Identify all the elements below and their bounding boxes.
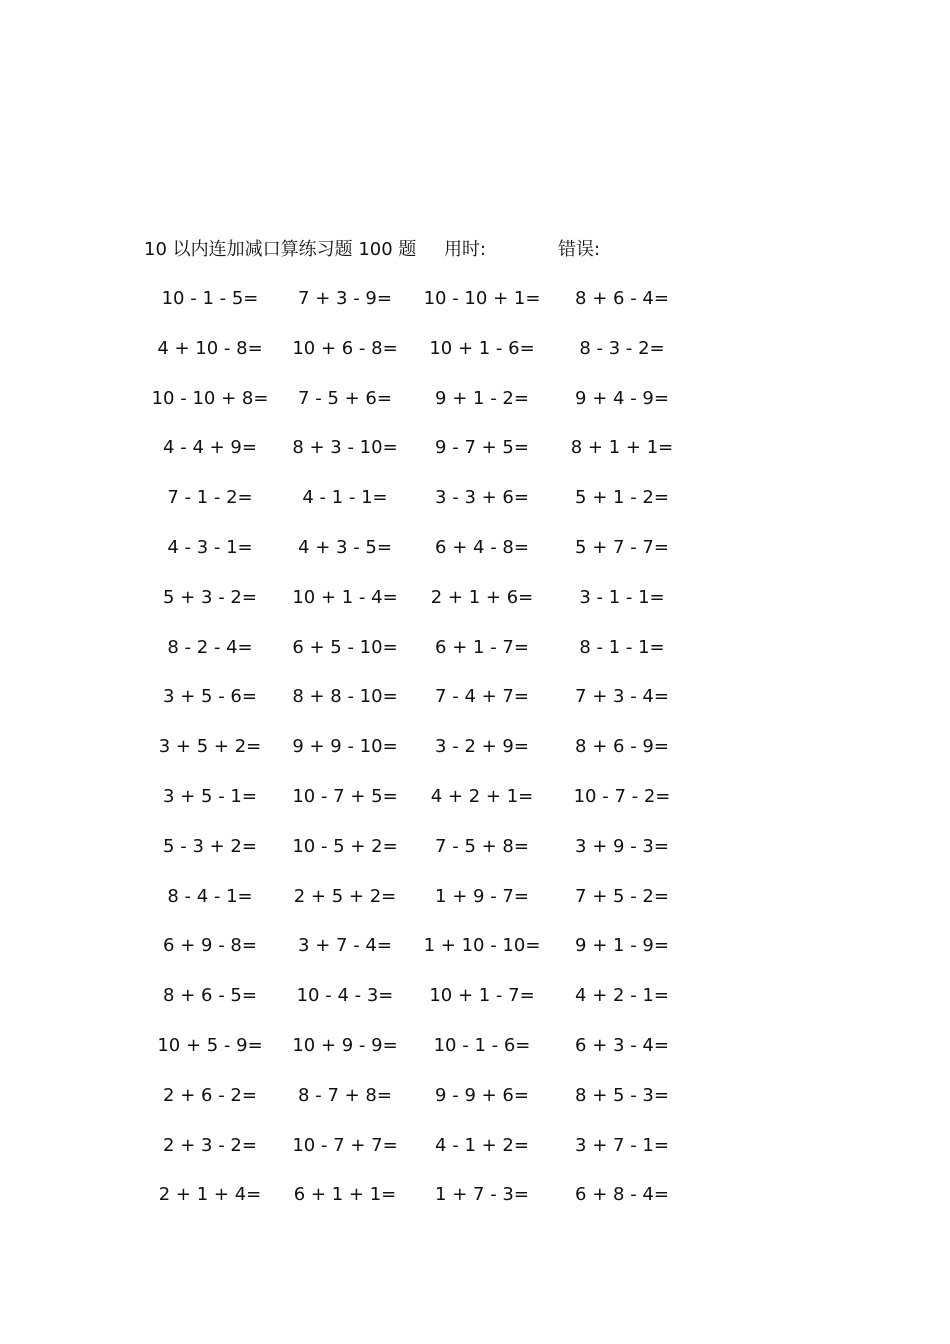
problem-item: 7 - 5 + 6= <box>298 387 392 409</box>
problem-item: 6 + 5 - 10= <box>292 636 398 658</box>
problem-row <box>140 285 700 335</box>
problem-item: 3 + 5 - 1= <box>163 785 257 807</box>
problem-row <box>140 534 700 584</box>
problem-item: 10 - 1 - 6= <box>433 1034 531 1056</box>
problem-row <box>140 584 700 634</box>
problem-item: 2 + 5 + 2= <box>293 885 397 907</box>
problem-item: 5 - 3 + 2= <box>163 835 257 857</box>
problem-row <box>140 833 700 883</box>
problem-item: 10 - 5 + 2= <box>292 835 398 857</box>
problem-item: 6 + 1 - 7= <box>435 636 529 658</box>
problem-item: 9 + 1 - 9= <box>575 935 669 957</box>
problem-row <box>140 883 700 933</box>
problem-item: 2 + 1 + 4= <box>158 1184 262 1206</box>
problem-row <box>140 683 700 733</box>
problem-item: 7 + 3 - 4= <box>575 686 669 708</box>
problem-item: 7 - 4 + 7= <box>435 686 529 708</box>
problem-item: 8 + 3 - 10= <box>292 437 398 459</box>
problem-item: 2 + 3 - 2= <box>163 1134 257 1156</box>
problem-row <box>140 335 700 385</box>
problem-item: 4 + 2 - 1= <box>575 985 669 1007</box>
problem-item: 10 - 10 + 1= <box>423 288 541 309</box>
problem-row <box>140 1181 700 1231</box>
problem-item: 6 + 8 - 4= <box>575 1184 669 1206</box>
problem-item: 8 - 1 - 1= <box>579 636 665 658</box>
problem-item: 7 + 5 - 2= <box>575 885 669 907</box>
problem-item: 10 + 1 - 7= <box>429 985 535 1007</box>
problem-item: 6 + 3 - 4= <box>575 1034 669 1056</box>
problem-row <box>140 1032 700 1082</box>
problem-item: 3 + 9 - 3= <box>575 835 669 857</box>
problem-item: 6 + 1 + 1= <box>293 1184 397 1206</box>
problem-item: 3 + 7 - 1= <box>575 1134 669 1156</box>
problem-item: 4 - 1 + 2= <box>435 1134 529 1156</box>
problem-item: 5 + 3 - 2= <box>163 586 257 608</box>
problem-item: 4 + 10 - 8= <box>157 337 263 359</box>
problem-item: 8 + 6 - 4= <box>575 288 669 309</box>
problem-row <box>140 733 700 783</box>
problem-item: 7 - 5 + 8= <box>435 835 529 857</box>
problem-item: 10 + 1 - 4= <box>292 586 398 608</box>
problem-item: 8 + 8 - 10= <box>292 686 398 708</box>
problem-item: 8 - 7 + 8= <box>298 1084 392 1106</box>
problem-item: 1 + 9 - 7= <box>435 885 529 907</box>
problem-item: 10 - 1 - 5= <box>161 288 259 309</box>
problem-item: 4 + 3 - 5= <box>298 536 392 558</box>
problem-item: 8 - 4 - 1= <box>167 885 253 907</box>
problem-item: 3 - 3 + 6= <box>435 487 529 509</box>
problem-item: 8 + 6 - 5= <box>163 985 257 1007</box>
problem-row <box>140 783 700 833</box>
problem-item: 8 + 6 - 9= <box>575 736 669 758</box>
worksheet-title: 10 以内连加减口算练习题 100 题 <box>144 239 417 260</box>
problem-item: 10 + 9 - 9= <box>292 1034 398 1056</box>
errors-label: 错误: <box>558 239 601 260</box>
problem-item: 10 + 5 - 9= <box>157 1034 263 1056</box>
problem-item: 2 + 6 - 2= <box>163 1084 257 1106</box>
problem-item: 1 + 7 - 3= <box>435 1184 529 1206</box>
problem-item: 8 - 3 - 2= <box>579 337 665 359</box>
problem-item: 6 + 9 - 8= <box>163 935 257 957</box>
problem-row <box>140 385 700 435</box>
problem-item: 7 - 1 - 2= <box>167 487 253 509</box>
problem-item: 10 - 7 + 7= <box>292 1134 398 1156</box>
problem-row <box>140 434 700 484</box>
problem-item: 7 + 3 - 9= <box>298 288 392 309</box>
problem-item: 10 + 6 - 8= <box>292 337 398 359</box>
problem-item: 3 - 2 + 9= <box>435 736 529 758</box>
problem-item: 4 - 4 + 9= <box>163 437 257 459</box>
problem-item: 4 + 2 + 1= <box>430 785 534 807</box>
problem-row <box>140 932 700 982</box>
problem-item: 2 + 1 + 6= <box>430 586 534 608</box>
problem-item: 9 + 4 - 9= <box>575 387 669 409</box>
problem-item: 6 + 4 - 8= <box>435 536 529 558</box>
problem-item: 8 + 1 + 1= <box>570 437 674 459</box>
problem-row <box>140 1082 700 1132</box>
problem-item: 3 + 7 - 4= <box>298 935 392 957</box>
problem-item: 3 + 5 - 6= <box>163 686 257 708</box>
problem-item: 10 - 7 - 2= <box>573 785 671 807</box>
problem-item: 3 + 5 + 2= <box>158 736 262 758</box>
problem-item: 8 + 5 - 3= <box>575 1084 669 1106</box>
problem-grid <box>140 285 700 1231</box>
time-label: 用时: <box>444 239 487 260</box>
problem-item: 10 + 1 - 6= <box>429 337 535 359</box>
problem-row <box>140 634 700 684</box>
problem-item: 9 - 7 + 5= <box>435 437 529 459</box>
problem-item: 10 - 10 + 8= <box>151 387 269 409</box>
problem-item: 10 - 7 + 5= <box>292 785 398 807</box>
problem-item: 5 + 1 - 2= <box>575 487 669 509</box>
problem-item: 9 + 1 - 2= <box>435 387 529 409</box>
problem-item: 3 - 1 - 1= <box>579 586 665 608</box>
problem-item: 4 - 1 - 1= <box>302 487 388 509</box>
problem-item: 4 - 3 - 1= <box>167 536 253 558</box>
problem-row <box>140 1132 700 1182</box>
problem-item: 9 + 9 - 10= <box>292 736 398 758</box>
problem-row <box>140 982 700 1032</box>
problem-item: 1 + 10 - 10= <box>423 935 541 957</box>
problem-item: 10 - 4 - 3= <box>296 985 394 1007</box>
problem-row <box>140 484 700 534</box>
problem-item: 9 - 9 + 6= <box>435 1084 529 1106</box>
problem-item: 5 + 7 - 7= <box>575 536 669 558</box>
problem-item: 8 - 2 - 4= <box>167 636 253 658</box>
